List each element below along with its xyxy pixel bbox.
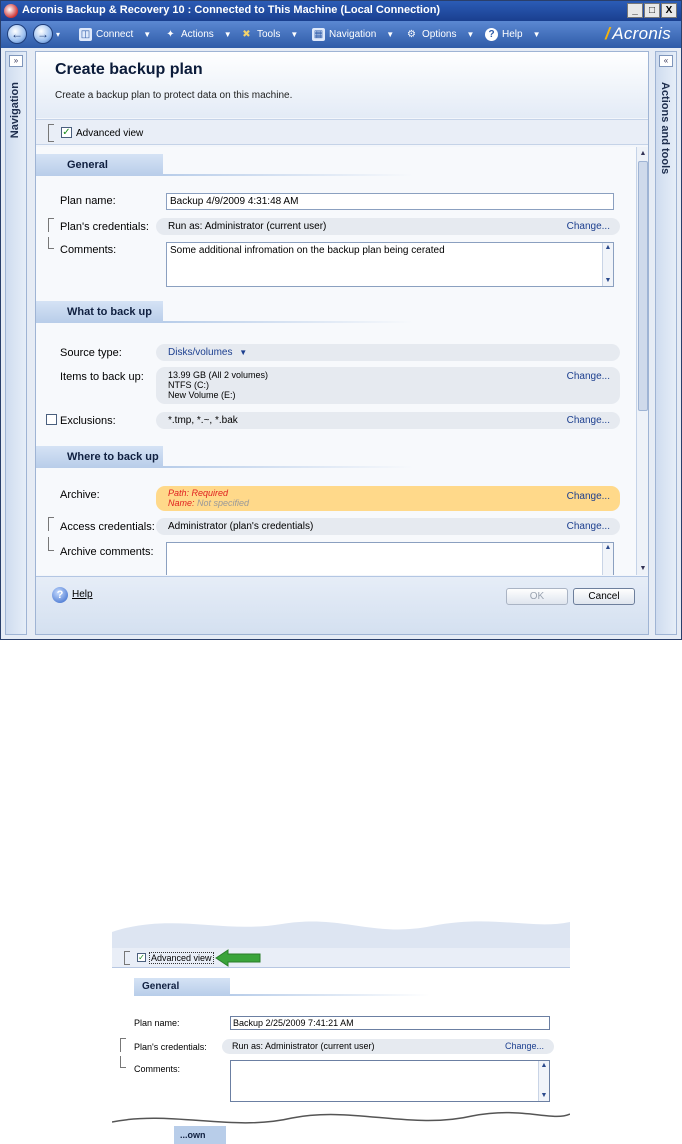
detail-section-heading: General xyxy=(134,978,230,996)
archive-label: Archive: xyxy=(60,489,100,501)
bracket-marker xyxy=(48,517,54,531)
access-credentials-change-link[interactable]: Change... xyxy=(566,521,610,532)
access-credentials-label: Access credentials: xyxy=(60,521,155,533)
comments-value: Some additional infromation on the backup plan being cerated xyxy=(170,245,445,256)
comments-scrollbar[interactable] xyxy=(602,243,613,286)
archive-comments-scrollbar[interactable] xyxy=(602,543,613,575)
archive-name-key: Name: xyxy=(168,498,195,508)
section-heading: General xyxy=(36,154,163,176)
dialog-footer xyxy=(36,576,648,634)
logo-mark-icon: / xyxy=(605,24,611,43)
detail-advanced-view-checkbox[interactable]: ✓ xyxy=(138,953,145,962)
gear-icon: ⚙ xyxy=(407,29,416,40)
plan-name-label: Plan name: xyxy=(60,195,116,207)
help-icon: ? xyxy=(485,28,498,41)
create-backup-plan-pane xyxy=(35,51,649,635)
items-volume: NTFS (C:) xyxy=(168,380,209,390)
detail-advanced-view-label: Advanced view xyxy=(151,953,212,963)
scroll-down-icon[interactable]: ▼ xyxy=(639,565,647,572)
plan-form xyxy=(36,147,636,575)
scroll-down-icon[interactable]: ▼ xyxy=(540,1092,548,1099)
credentials-change-link[interactable]: Change... xyxy=(566,221,610,232)
chevron-down-icon: ▼ xyxy=(290,30,299,39)
items-volume: New Volume (E:) xyxy=(168,390,236,400)
bracket-marker xyxy=(48,218,54,232)
comments-field[interactable] xyxy=(166,242,614,287)
scroll-up-icon[interactable]: ▲ xyxy=(639,150,647,157)
archive-path-required: Path: Required xyxy=(168,488,229,498)
advanced-view-checkbox[interactable]: ✓ xyxy=(62,127,71,138)
help-icon[interactable]: ? xyxy=(52,587,68,603)
section-where-to-back-up xyxy=(36,446,636,470)
scroll-up-icon[interactable]: ▲ xyxy=(604,244,612,251)
detail-section-divider xyxy=(230,994,430,996)
ok-button[interactable]: OK xyxy=(506,588,568,605)
actions-tools-panel[interactable] xyxy=(655,51,677,635)
actions-label: Actions xyxy=(181,29,214,40)
chevron-down-icon: ▼ xyxy=(532,30,541,39)
connect-menu[interactable] xyxy=(79,28,151,41)
source-type-label: Source type: xyxy=(60,347,122,359)
detail-plan-name-field[interactable]: Backup 2/25/2009 7:41:21 AM xyxy=(230,1016,550,1030)
tools-menu[interactable] xyxy=(240,28,298,41)
exclusions-value: *.tmp, *.~, *.bak xyxy=(168,415,238,426)
detail-comments-field[interactable] xyxy=(230,1060,550,1102)
green-arrow-icon xyxy=(214,949,262,967)
chevron-down-icon: ▼ xyxy=(143,30,152,39)
expand-panel-icon[interactable]: » xyxy=(9,55,23,67)
bracket-marker xyxy=(120,1056,126,1068)
advanced-view-callout xyxy=(112,912,570,1144)
section-divider xyxy=(163,321,413,323)
access-credentials-pill xyxy=(156,518,620,535)
section-heading: What to back up xyxy=(36,301,163,323)
navigation-label: Navigation xyxy=(329,29,377,40)
navigation-panel[interactable] xyxy=(5,51,27,635)
actions-icon: ✦ xyxy=(166,29,175,40)
credentials-value: Run as: Administrator (current user) xyxy=(168,221,327,232)
bracket-marker xyxy=(120,1038,126,1052)
help-link[interactable]: Help xyxy=(72,589,93,600)
form-scrollbar[interactable] xyxy=(636,147,648,575)
main-toolbar xyxy=(1,21,681,48)
source-type-value: Disks/volumes xyxy=(168,347,233,358)
bracket-marker xyxy=(124,951,130,965)
archive-comments-field[interactable] xyxy=(166,542,614,575)
detail-plan-name-label: Plan name: xyxy=(134,1018,180,1028)
window-title: Acronis Backup & Recovery 10 : Connected to This Machine (Local Connection) xyxy=(22,4,441,16)
scroll-thumb[interactable] xyxy=(638,161,648,411)
detail-credentials-label: Plan's credentials: xyxy=(134,1042,207,1052)
minimize-button[interactable]: _ xyxy=(627,3,643,18)
section-general xyxy=(36,154,636,178)
page-title: Create backup plan xyxy=(55,61,203,78)
navigation-menu[interactable] xyxy=(312,28,394,41)
archive-change-link[interactable]: Change... xyxy=(566,491,610,502)
chevron-down-icon: ▼ xyxy=(466,30,475,39)
scroll-down-icon[interactable]: ▼ xyxy=(604,277,612,284)
detail-credentials-change-link[interactable]: Change... xyxy=(504,1041,544,1051)
exclusions-pill xyxy=(156,412,620,429)
comments-label: Comments: xyxy=(60,244,117,256)
detail-credentials-value: Run as: Administrator (current user) xyxy=(232,1041,375,1051)
back-arrow-icon[interactable]: ← xyxy=(7,24,27,44)
tools-label: Tools xyxy=(257,29,281,40)
app-icon xyxy=(4,4,18,18)
detail-cut-section-heading: ...own xyxy=(174,1126,226,1144)
items-pill xyxy=(156,367,620,404)
archive-comments-label: Archive comments: xyxy=(60,546,154,558)
access-credentials-value: Administrator (plan's credentials) xyxy=(168,521,314,532)
tools-icon: ✖ xyxy=(242,29,251,40)
brand-name: Acronis xyxy=(612,24,671,43)
acronis-logo xyxy=(605,24,671,44)
section-divider xyxy=(163,174,413,176)
chevron-down-icon: ▼ xyxy=(223,30,232,39)
credentials-label: Plan's credentials: xyxy=(60,221,149,233)
source-type-dropdown[interactable] xyxy=(156,344,620,361)
scroll-up-icon[interactable]: ▲ xyxy=(604,544,612,551)
section-divider xyxy=(163,466,413,468)
items-to-back-up-label: Items to back up: xyxy=(60,371,144,383)
archive-pill[interactable] xyxy=(156,486,620,511)
actions-panel-label: Actions and tools xyxy=(659,82,671,175)
archive-name-value: Not specified xyxy=(197,498,250,508)
section-what-to-back-up xyxy=(36,301,636,325)
detail-comments-label: Comments: xyxy=(134,1064,181,1074)
bracket-marker xyxy=(48,124,54,142)
close-button[interactable]: X xyxy=(661,3,677,18)
items-change-link[interactable]: Change... xyxy=(566,371,610,382)
scroll-up-icon[interactable]: ▲ xyxy=(540,1062,548,1069)
actions-menu[interactable] xyxy=(164,28,232,41)
help-label: Help xyxy=(502,29,523,40)
chevron-down-icon: ▼ xyxy=(239,348,248,357)
connect-label: Connect xyxy=(96,29,134,40)
expand-panel-icon[interactable]: « xyxy=(659,55,673,67)
page-header xyxy=(36,52,648,118)
cancel-button[interactable]: Cancel xyxy=(573,588,635,605)
detail-credentials-pill xyxy=(222,1039,554,1054)
exclusions-label: Exclusions: xyxy=(60,415,116,427)
section-heading: Where to back up xyxy=(36,446,163,468)
options-menu[interactable] xyxy=(405,28,474,41)
history-caret-icon[interactable]: ▾ xyxy=(56,30,61,39)
chevron-down-icon: ▼ xyxy=(386,30,395,39)
credentials-pill xyxy=(156,218,620,235)
title-bar[interactable] xyxy=(1,1,681,21)
options-label: Options xyxy=(422,29,457,40)
plan-name-field[interactable]: Backup 4/9/2009 4:31:48 AM xyxy=(166,193,614,210)
detail-advanced-view-bar xyxy=(112,948,570,968)
help-menu[interactable] xyxy=(485,28,541,41)
exclusions-change-link[interactable]: Change... xyxy=(566,415,610,426)
forward-arrow-icon[interactable]: → xyxy=(33,24,53,44)
navigation-panel-label: Navigation xyxy=(9,82,21,139)
advanced-view-bar xyxy=(36,119,648,145)
exclusions-checkbox[interactable] xyxy=(46,414,57,425)
connect-icon: ◫ xyxy=(80,29,91,40)
page-subtitle: Create a backup plan to protect data on this machine. xyxy=(55,90,293,101)
bracket-marker xyxy=(48,237,54,249)
detail-comments-scrollbar[interactable] xyxy=(538,1061,549,1101)
bracket-marker xyxy=(48,537,54,551)
items-summary: 13.99 GB (All 2 volumes) xyxy=(168,370,269,380)
navigation-icon: ▦ xyxy=(313,29,324,40)
maximize-button[interactable]: □ xyxy=(644,3,660,18)
advanced-view-label: Advanced view xyxy=(76,128,144,139)
